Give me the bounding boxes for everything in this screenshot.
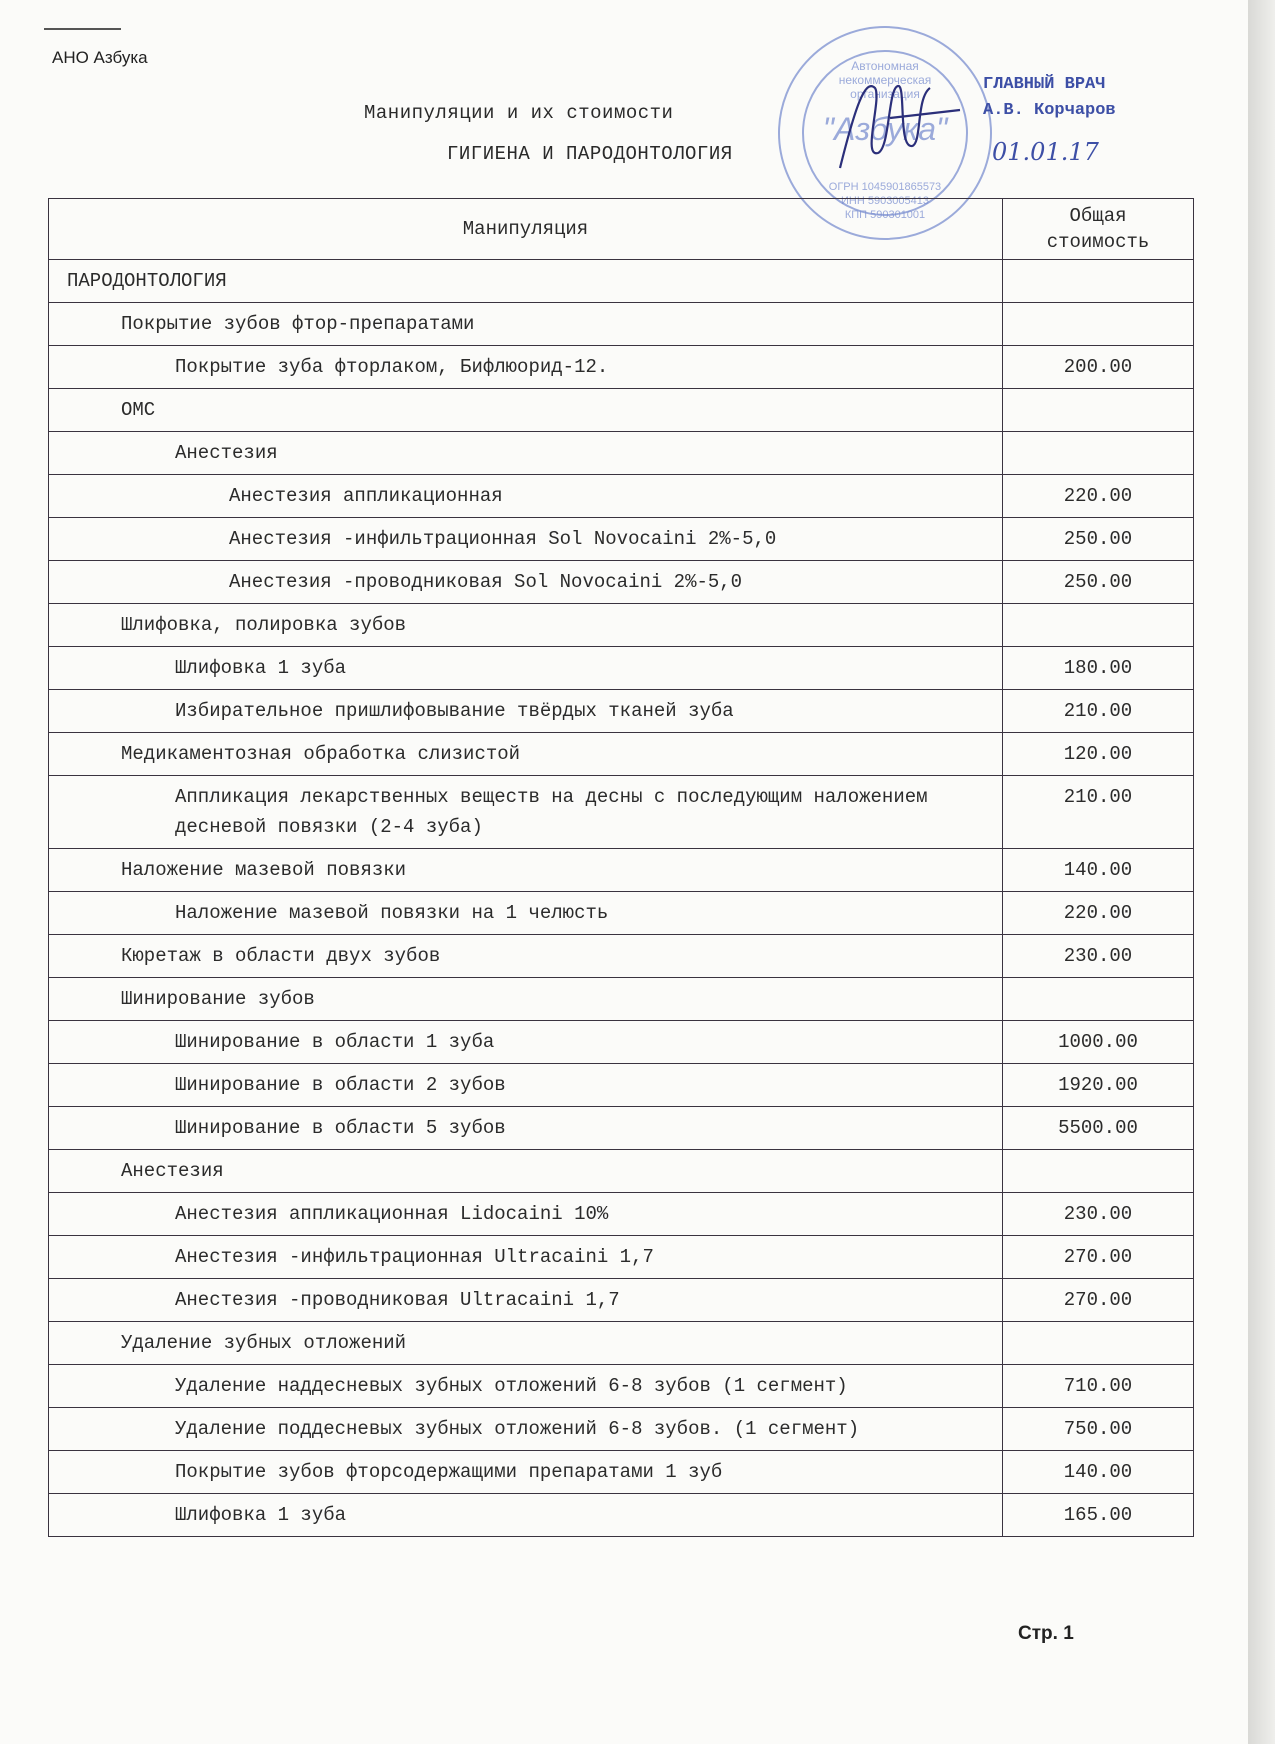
manipulation-price <box>1003 1322 1194 1365</box>
table-row <box>49 849 1194 892</box>
stamp-kpp: КПП 590301001 <box>844 209 926 221</box>
manipulation-price: 165.00 <box>1003 1494 1194 1537</box>
stamp-ogrn: ОГРН 1045901865573 <box>828 181 942 193</box>
manipulation-price: 1920.00 <box>1003 1064 1194 1107</box>
scan-edge <box>1248 0 1275 1744</box>
header-price-line1: Общая <box>1069 205 1127 227</box>
manipulation-name: Аппликация лекарственных веществ на десны с последующим наложением десневой повязки (2-4 зуба) <box>49 776 1003 849</box>
manipulation-name: Удаление наддесневых зубных отложений 6-8 зубов (1 сегмент) <box>49 1365 1003 1408</box>
manipulation-price: 200.00 <box>1003 346 1194 389</box>
table-row <box>49 432 1194 475</box>
manipulation-price: 1000.00 <box>1003 1021 1194 1064</box>
manipulation-name: Шлифовка, полировка зубов <box>49 604 1003 647</box>
manipulation-name: Шинирование зубов <box>49 978 1003 1021</box>
manipulation-name: Шинирование в области 1 зуба <box>49 1021 1003 1064</box>
manipulation-name: ОМС <box>49 389 1003 432</box>
manipulation-name: Анестезия аппликационная <box>49 475 1003 518</box>
table-row <box>49 1408 1194 1451</box>
table-row <box>49 389 1194 432</box>
manipulation-price <box>1003 303 1194 346</box>
document-subtitle: ГИГИЕНА И ПАРОДОНТОЛОГИЯ <box>447 143 733 165</box>
stamp-line-3: организация <box>850 87 920 101</box>
manipulation-name: Избирательное пришлифовывание твёрдых тканей зуба <box>49 690 1003 733</box>
manipulation-price <box>1003 389 1194 432</box>
manipulation-name: Анестезия <box>49 1150 1003 1193</box>
manipulation-name: Наложение мазевой повязки <box>49 849 1003 892</box>
table-row <box>49 647 1194 690</box>
manipulation-name: Покрытие зубов фтор-препаратами <box>49 303 1003 346</box>
manipulation-price: 180.00 <box>1003 647 1194 690</box>
table-row <box>49 1279 1194 1322</box>
table-row <box>49 1193 1194 1236</box>
approval-block <box>983 72 1116 124</box>
table-row <box>49 1236 1194 1279</box>
manipulation-name: Удаление поддесневых зубных отложений 6-8 зубов. (1 сегмент) <box>49 1408 1003 1451</box>
manipulation-price: 210.00 <box>1003 690 1194 733</box>
manipulation-name: Покрытие зубов фторсодержащими препаратами 1 зуб <box>49 1451 1003 1494</box>
manipulation-price: 270.00 <box>1003 1236 1194 1279</box>
manipulation-price: 250.00 <box>1003 518 1194 561</box>
header-manipulation: Манипуляция <box>49 199 1003 260</box>
manipulation-name: Анестезия <box>49 432 1003 475</box>
table-row <box>49 1365 1194 1408</box>
table-row <box>49 346 1194 389</box>
table-row <box>49 475 1194 518</box>
manipulation-name: Покрытие зуба фторлаком, Бифлюорид-12. <box>49 346 1003 389</box>
manipulation-name: Анестезия -проводниковая Ultracaini 1,7 <box>49 1279 1003 1322</box>
manipulation-price: 5500.00 <box>1003 1107 1194 1150</box>
manipulation-name: Анестезия -проводниковая Sol Novocaini 2%-5,0 <box>49 561 1003 604</box>
manipulation-name: Шинирование в области 5 зубов <box>49 1107 1003 1150</box>
manipulation-price: 250.00 <box>1003 561 1194 604</box>
header-rule <box>44 28 121 30</box>
manipulation-name: Анестезия аппликационная Lidocaini 10% <box>49 1193 1003 1236</box>
table-row <box>49 690 1194 733</box>
manipulation-price <box>1003 604 1194 647</box>
table-row <box>49 1494 1194 1537</box>
stamp-line-2: некоммерческая <box>838 73 932 87</box>
table-row <box>49 1150 1194 1193</box>
manipulation-price: 750.00 <box>1003 1408 1194 1451</box>
price-table <box>48 198 1194 1537</box>
table-row <box>49 1064 1194 1107</box>
header-price-line2: стоимость <box>1046 231 1150 253</box>
manipulation-price: 710.00 <box>1003 1365 1194 1408</box>
manipulation-price: 210.00 <box>1003 776 1194 849</box>
table-row <box>49 303 1194 346</box>
manipulation-name: Шинирование в области 2 зубов <box>49 1064 1003 1107</box>
manipulation-name: Медикаментозная обработка слизистой <box>49 733 1003 776</box>
organization-name: АНО Азбука <box>52 48 148 67</box>
table-row <box>49 892 1194 935</box>
manipulation-name: Шлифовка 1 зуба <box>49 647 1003 690</box>
manipulation-price <box>1003 260 1194 303</box>
table-header-row <box>49 199 1194 260</box>
table-row <box>49 978 1194 1021</box>
manipulation-price: 230.00 <box>1003 935 1194 978</box>
table-row <box>49 561 1194 604</box>
manipulation-price: 220.00 <box>1003 475 1194 518</box>
table-row <box>49 1451 1194 1494</box>
manipulation-price: 120.00 <box>1003 733 1194 776</box>
manipulation-name: Шлифовка 1 зуба <box>49 1494 1003 1537</box>
table-row <box>49 1107 1194 1150</box>
manipulation-name: Удаление зубных отложений <box>49 1322 1003 1365</box>
approval-date: 01.01.17 <box>992 138 1099 166</box>
approval-position: ГЛАВНЫЙ ВРАЧ <box>983 75 1106 94</box>
manipulation-name: ПАРОДОНТОЛОГИЯ <box>49 260 1003 303</box>
stamp-inn: ИНН 5903005413 <box>840 195 930 207</box>
manipulation-name: Кюретаж в области двух зубов <box>49 935 1003 978</box>
stamp-name: "Азбука" <box>822 111 948 147</box>
manipulation-price: 230.00 <box>1003 1193 1194 1236</box>
manipulation-name: Анестезия -инфильтрационная Sol Novocaini 2%-5,0 <box>49 518 1003 561</box>
header-price <box>1003 199 1194 260</box>
table-row <box>49 935 1194 978</box>
table-row <box>49 733 1194 776</box>
table-row <box>49 260 1194 303</box>
table-row <box>49 604 1194 647</box>
table-row <box>49 776 1194 849</box>
document-title: Манипуляции и их стоимости <box>364 102 674 124</box>
table-row <box>49 1021 1194 1064</box>
manipulation-price: 220.00 <box>1003 892 1194 935</box>
table-row <box>49 518 1194 561</box>
manipulation-price: 270.00 <box>1003 1279 1194 1322</box>
manipulation-name: Анестезия -инфильтрационная Ultracaini 1,7 <box>49 1236 1003 1279</box>
manipulation-name: Наложение мазевой повязки на 1 челюсть <box>49 892 1003 935</box>
manipulation-price <box>1003 1150 1194 1193</box>
table-row <box>49 1322 1194 1365</box>
manipulation-price <box>1003 432 1194 475</box>
approval-name: А.В. Корчаров <box>983 101 1116 120</box>
manipulation-price: 140.00 <box>1003 849 1194 892</box>
page-number: Стр. 1 <box>1018 1623 1074 1644</box>
manipulation-price <box>1003 978 1194 1021</box>
manipulation-price: 140.00 <box>1003 1451 1194 1494</box>
stamp-line-1: Автономная <box>851 59 919 73</box>
